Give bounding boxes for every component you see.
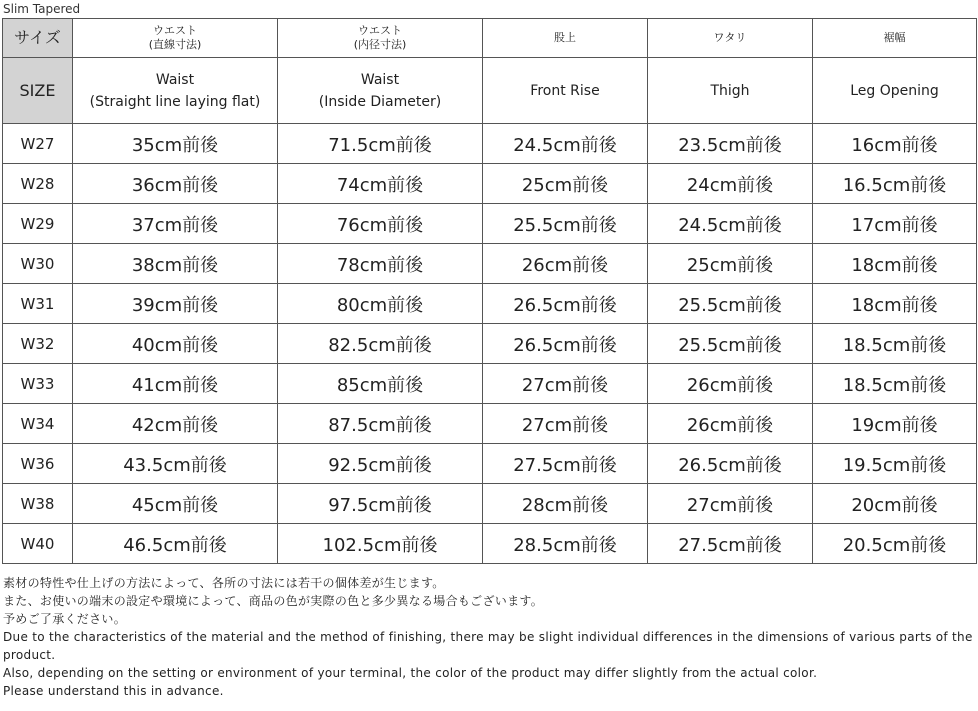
row-size: W38 [3,484,73,524]
note-line: Also, depending on the setting or environment of your terminal, the color of the product may differ slightly from the actual color. [3,666,818,680]
row-size: W34 [3,404,73,444]
cell-front-rise: 25.5cm前後 [483,204,648,244]
header-size-jp: サイズ [3,19,73,58]
cell-front-rise: 27cm前後 [483,404,648,444]
cell-waist-flat: 41cm前後 [73,364,278,404]
cell-thigh: 25cm前後 [648,244,813,284]
cell-front-rise: 28cm前後 [483,484,648,524]
cell-thigh: 24.5cm前後 [648,204,813,244]
cell-leg-opening: 19cm前後 [813,404,977,444]
table-row [3,524,977,564]
header-waist-inside-en: Waist (Inside Diameter) [278,58,483,124]
header-front-rise-jp: 股上 [483,19,648,58]
header-leg-opening-en: Leg Opening [813,58,977,124]
cell-waist-inside: 80cm前後 [278,284,483,324]
table-row [3,324,977,364]
cell-waist-inside: 92.5cm前後 [278,444,483,484]
cell-leg-opening: 18.5cm前後 [813,364,977,404]
row-size: W40 [3,524,73,564]
header-waist-inside-jp: ウエスト (内径寸法) [278,19,483,58]
cell-leg-opening: 19.5cm前後 [813,444,977,484]
cell-thigh: 27.5cm前後 [648,524,813,564]
cell-waist-flat: 46.5cm前後 [73,524,278,564]
cell-waist-inside: 87.5cm前後 [278,404,483,444]
cell-leg-opening: 18.5cm前後 [813,324,977,364]
header-waist-flat-en: Waist (Straight line laying flat) [73,58,278,124]
cell-waist-inside: 74cm前後 [278,164,483,204]
cell-waist-inside: 82.5cm前後 [278,324,483,364]
cell-waist-flat: 40cm前後 [73,324,278,364]
cell-front-rise: 26.5cm前後 [483,324,648,364]
note-line: Please understand this in advance. [3,684,224,698]
table-row [3,244,977,284]
header-row-en [3,58,977,124]
row-size: W28 [3,164,73,204]
table-row [3,284,977,324]
cell-thigh: 26cm前後 [648,404,813,444]
cell-front-rise: 27cm前後 [483,364,648,404]
cell-front-rise: 28.5cm前後 [483,524,648,564]
header-size-en: SIZE [3,58,73,124]
cell-thigh: 24cm前後 [648,164,813,204]
cell-waist-inside: 76cm前後 [278,204,483,244]
cell-leg-opening: 20cm前後 [813,484,977,524]
row-size: W32 [3,324,73,364]
header-waist-flat-jp: ウエスト (直線寸法) [73,19,278,58]
cell-front-rise: 27.5cm前後 [483,444,648,484]
table-row [3,164,977,204]
cell-waist-flat: 36cm前後 [73,164,278,204]
cell-waist-flat: 39cm前後 [73,284,278,324]
table-row [3,364,977,404]
header-thigh-jp: ワタリ [648,19,813,58]
header-row-jp [3,19,977,58]
header-thigh-en: Thigh [648,58,813,124]
cell-front-rise: 26.5cm前後 [483,284,648,324]
cell-waist-flat: 37cm前後 [73,204,278,244]
cell-waist-flat: 42cm前後 [73,404,278,444]
table-row [3,444,977,484]
header-leg-opening-jp: 裾幅 [813,19,977,58]
cell-front-rise: 24.5cm前後 [483,124,648,164]
cell-waist-flat: 43.5cm前後 [73,444,278,484]
table-row [3,204,977,244]
cell-thigh: 25.5cm前後 [648,284,813,324]
row-size: W27 [3,124,73,164]
cell-waist-flat: 35cm前後 [73,124,278,164]
row-size: W29 [3,204,73,244]
cell-leg-opening: 16cm前後 [813,124,977,164]
note-line: 素材の特性や仕上げの方法によって、各所の寸法には若干の個体差が生じます。 [3,576,445,590]
notes-block [3,574,973,700]
cell-front-rise: 26cm前後 [483,244,648,284]
cell-leg-opening: 20.5cm前後 [813,524,977,564]
cell-waist-flat: 45cm前後 [73,484,278,524]
note-line: また、お使いの端末の設定や環境によって、商品の色が実際の色と多少異なる場合もございます。 [3,594,544,608]
size-table-body [3,124,977,564]
cell-waist-flat: 38cm前後 [73,244,278,284]
row-size: W33 [3,364,73,404]
cell-leg-opening: 17cm前後 [813,204,977,244]
cell-leg-opening: 18cm前後 [813,284,977,324]
row-size: W31 [3,284,73,324]
cell-waist-inside: 71.5cm前後 [278,124,483,164]
cell-waist-inside: 97.5cm前後 [278,484,483,524]
cell-waist-inside: 78cm前後 [278,244,483,284]
cell-thigh: 25.5cm前後 [648,324,813,364]
chart-title: Slim Tapered [3,2,81,16]
note-line: 予めご了承ください。 [3,612,127,626]
row-size: W36 [3,444,73,484]
cell-thigh: 27cm前後 [648,484,813,524]
cell-leg-opening: 18cm前後 [813,244,977,284]
table-row [3,124,977,164]
table-row [3,484,977,524]
cell-front-rise: 25cm前後 [483,164,648,204]
cell-thigh: 26.5cm前後 [648,444,813,484]
cell-waist-inside: 102.5cm前後 [278,524,483,564]
row-size: W30 [3,244,73,284]
table-row [3,404,977,444]
note-line: Due to the characteristics of the material and the method of finishing, there may be slight individual differences in the dimensions of various parts of the product. [3,630,973,662]
cell-thigh: 23.5cm前後 [648,124,813,164]
cell-waist-inside: 85cm前後 [278,364,483,404]
header-front-rise-en: Front Rise [483,58,648,124]
size-table [2,18,977,564]
cell-thigh: 26cm前後 [648,364,813,404]
cell-leg-opening: 16.5cm前後 [813,164,977,204]
